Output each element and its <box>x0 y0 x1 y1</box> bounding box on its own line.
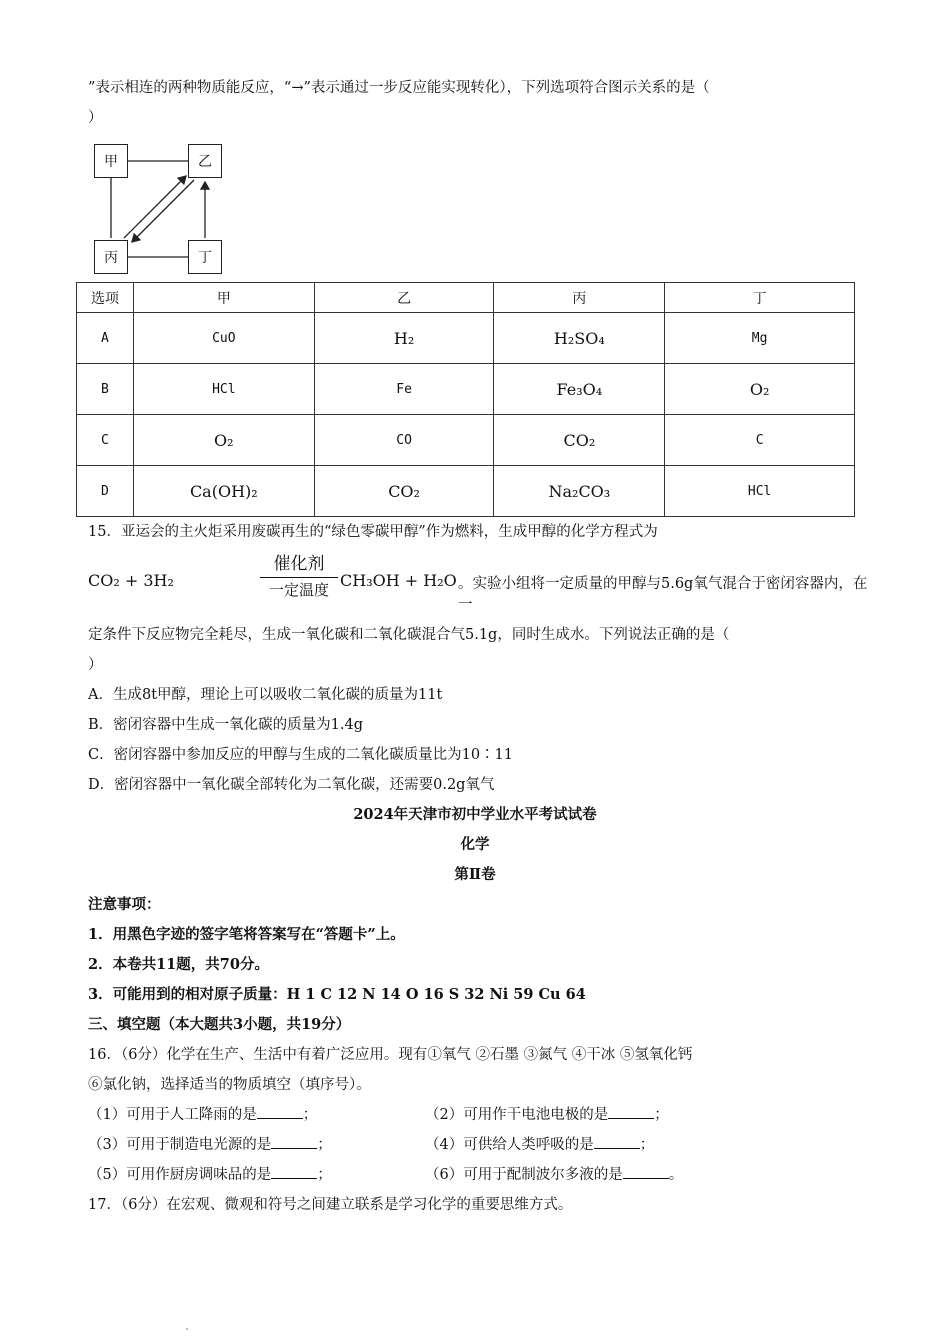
option-label: A <box>77 313 134 364</box>
exam-title: 2024年天津市初中学业水平考试试卷 <box>353 806 597 823</box>
notice-item: 1．用黑色字迹的签字笔将答案写在“答题卡”上。 <box>88 926 405 943</box>
equation-left: CO₂ + 3H₂ <box>88 571 174 590</box>
q16-item-label: （1）可用于人工降雨的是 <box>88 1107 257 1123</box>
table-row <box>77 466 855 517</box>
cell-yi: CO₂ <box>314 466 494 517</box>
part3-heading: 三、填空题（本大题共3小题，共19分） <box>88 1016 351 1033</box>
diagram-box-ding: 丁 <box>188 240 222 274</box>
cell-bing: CO₂ <box>494 415 665 466</box>
answer-blank[interactable] <box>608 1106 654 1119</box>
punctuation: ； <box>639 1137 655 1153</box>
q16-item-label: （5）可用作厨房调味品的是 <box>88 1167 272 1183</box>
options-table <box>76 282 855 517</box>
chemical-equation <box>88 553 868 613</box>
diagram-box-jia: 甲 <box>94 144 128 178</box>
cell-bing: H₂SO₄ <box>494 313 665 364</box>
condition-label: 一定温度 <box>268 581 329 599</box>
reaction-conditions <box>260 553 338 600</box>
q15-option-d: D．密闭容器中一氧化碳全部转化为二氧化碳，还需要0.2g氧气 <box>88 777 495 793</box>
volume-title: 第Ⅱ卷 <box>454 866 496 883</box>
option-label: D <box>77 466 134 517</box>
answer-blank[interactable] <box>271 1166 317 1179</box>
option-label: B <box>77 364 134 415</box>
table-row <box>77 415 855 466</box>
cell-ding: HCl <box>665 466 855 517</box>
notice-item: 3．可能用到的相对原子质量：H 1 C 12 N 14 O 16 S 32 Ni 59 Cu 64 <box>88 986 586 1003</box>
q16-item-label: （3）可用于制造电光源的是 <box>88 1137 272 1153</box>
table-header: 丁 <box>665 283 855 313</box>
cell-jia: Ca(OH)₂ <box>133 466 314 517</box>
q15-stem-continued: 。实验小组将一定质量的甲醇与5.6g氧气混合于密闭容器内，在一 <box>458 576 868 613</box>
cell-jia: CuO <box>133 313 314 364</box>
table-row <box>77 313 855 364</box>
notice-item: 2．本卷共11题，共70分。 <box>88 956 269 973</box>
equation-right: CH₃OH + H₂O <box>340 571 457 590</box>
answer-blank[interactable] <box>271 1136 317 1149</box>
intro-line-1: ”表示相连的两种物质能反应，“→”表示通过一步反应能实现转化），下列选项符合图示关系的是（ <box>88 80 710 96</box>
table-header: 甲 <box>133 283 314 313</box>
q16-item-5 <box>88 1165 332 1185</box>
cell-bing: Fe₃O₄ <box>494 364 665 415</box>
page-speck <box>186 1328 188 1330</box>
q16-item-label: （4）可供给人类呼吸的是 <box>425 1137 594 1153</box>
q17-stem: 17．（6分）在宏观、微观和符号之间建立联系是学习化学的重要思维方式。 <box>88 1197 573 1213</box>
punctuation: ； <box>317 1167 332 1183</box>
subject-title: 化学 <box>460 836 490 853</box>
table-header-row <box>77 283 855 313</box>
q15-option-a: A．生成8t甲醇，理论上可以吸收二氧化碳的质量为11t <box>88 687 443 703</box>
cell-ding: C <box>665 415 855 466</box>
table-row <box>77 364 855 415</box>
option-label: C <box>77 415 134 466</box>
cell-yi: CO <box>314 415 494 466</box>
q16-item-label: （2）可用作干电池电极的是 <box>425 1107 609 1123</box>
cell-yi: Fe <box>314 364 494 415</box>
q16-item-1 <box>88 1105 317 1125</box>
answer-blank[interactable] <box>594 1136 640 1149</box>
q15-stem: 15．亚运会的主火炬采用废碳再生的“绿色零碳甲醇”作为燃料，生成甲醇的化学方程式为 <box>88 524 658 540</box>
punctuation: 。 <box>668 1167 684 1183</box>
cell-jia: O₂ <box>133 415 314 466</box>
answer-blank[interactable] <box>257 1106 303 1119</box>
relation-diagram <box>90 140 230 276</box>
q16-stem-1: 16．（6分）化学在生产、生活中有着广泛应用。现有①氧气 ②石墨 ③氮气 ④干冰 ⑤氢氧化钙 <box>88 1047 693 1063</box>
reaction-arrow-bar <box>260 577 338 578</box>
diagram-box-yi: 乙 <box>188 144 222 178</box>
q16-item-4 <box>425 1135 654 1155</box>
q15-option-c: C．密闭容器中参加反应的甲醇与生成的二氧化碳质量比为10∶11 <box>88 747 513 763</box>
cell-jia: HCl <box>133 364 314 415</box>
q16-item-6 <box>425 1165 683 1185</box>
catalyst-label: 催化剂 <box>273 554 325 574</box>
cell-ding: O₂ <box>665 364 855 415</box>
diagram-box-bing: 丙 <box>94 240 128 274</box>
notice-heading: 注意事项： <box>88 896 161 913</box>
q16-stem-2: ⑥氯化钠，选择适当的物质填空（填序号）。 <box>88 1077 371 1093</box>
q16-item-label: （6）可用于配制波尔多液的是 <box>425 1167 623 1183</box>
q16-item-2 <box>425 1105 669 1125</box>
q15-line-4: ） <box>88 657 103 673</box>
punctuation: ； <box>302 1107 318 1123</box>
cell-bing: Na₂CO₃ <box>494 466 665 517</box>
punctuation: ； <box>317 1137 332 1153</box>
table-header: 乙 <box>314 283 494 313</box>
cell-yi: H₂ <box>314 313 494 364</box>
table-header: 选项 <box>77 283 134 313</box>
table-header: 丙 <box>494 283 665 313</box>
q15-option-b: B．密闭容器中生成一氧化碳的质量为1.4g <box>88 717 363 733</box>
cell-ding: Mg <box>665 313 855 364</box>
answer-blank[interactable] <box>623 1166 669 1179</box>
q15-line-3: 定条件下反应物完全耗尽，生成一氧化碳和二氧化碳混合气5.1g，同时生成水。下列说法正确的是（ <box>88 627 730 643</box>
q16-item-3 <box>88 1135 332 1155</box>
punctuation: ； <box>654 1107 669 1123</box>
intro-line-2: ） <box>88 110 103 126</box>
